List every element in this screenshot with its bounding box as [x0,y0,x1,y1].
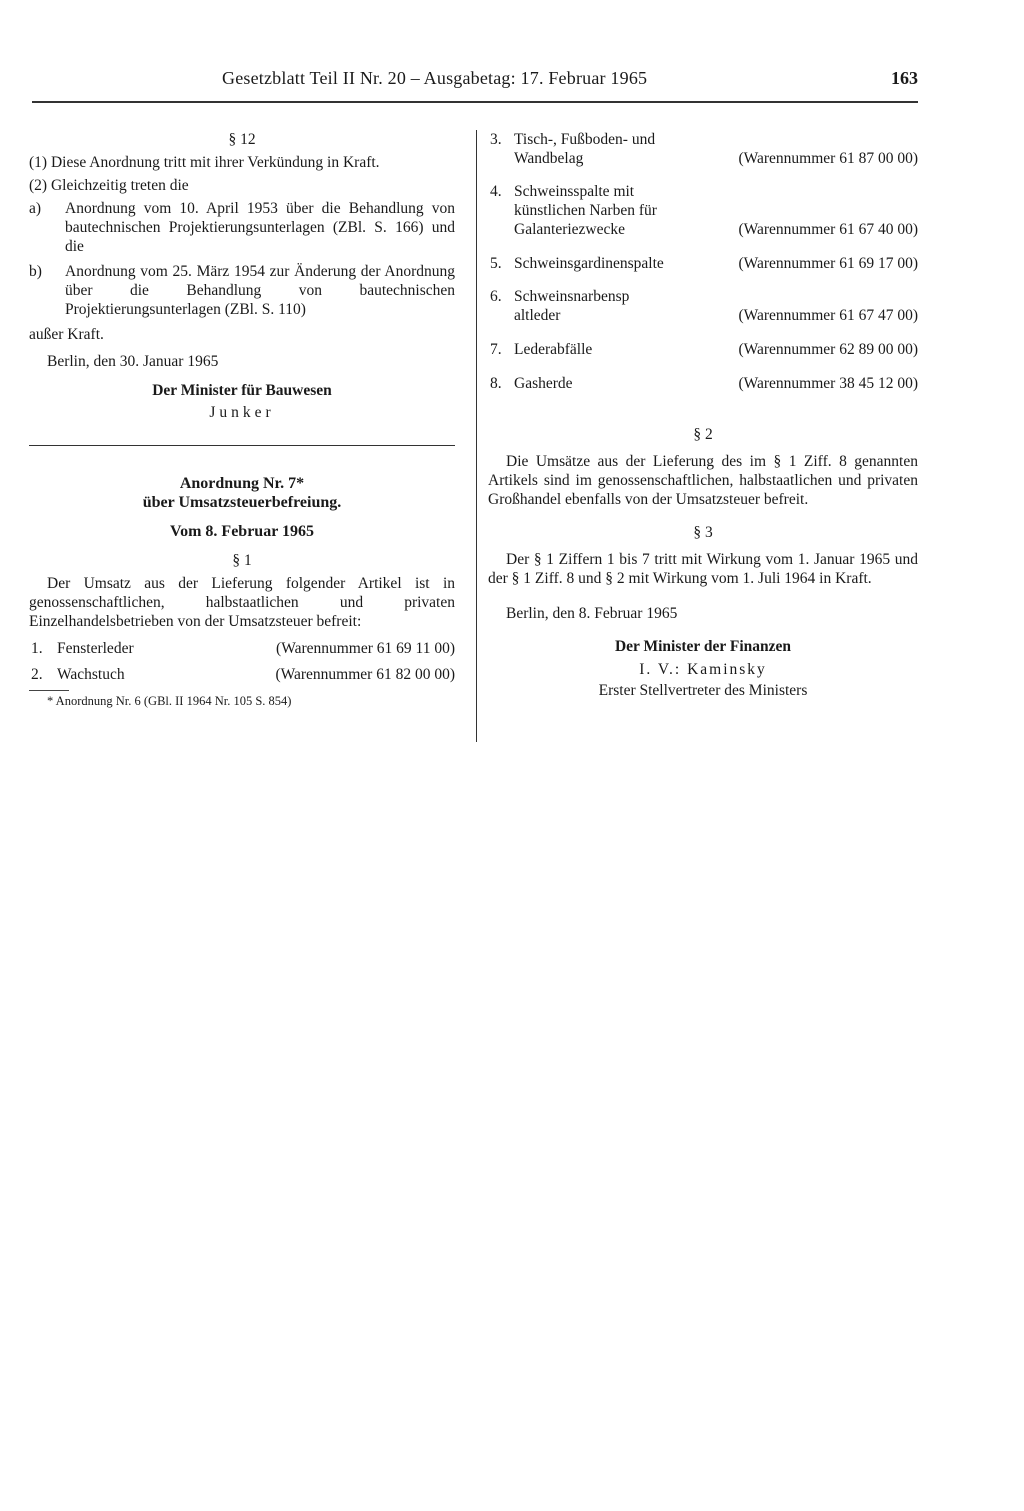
section-3-heading: § 3 [693,524,713,541]
section-separator [29,445,455,446]
section-12-place-date: Berlin, den 30. Januar 1965 [47,353,219,370]
section-2-text: Die Umsätze aus der Lieferung des im § 1 Ziff. 8 genannten Artikels sind im genossenschaftlichen, halbstaatlichen und privaten Großhandel ebenfalls von der Umsatzsteuer befreit. [488,453,918,508]
signer-name-junker: Junker [209,404,275,421]
ware-item-6-number: 6. [490,288,502,305]
item-b-label: b) [29,263,42,280]
page-header [32,66,918,102]
section-3-place-date: Berlin, den 8. Februar 1965 [506,605,678,622]
section-12-heading: § 12 [228,131,256,148]
footnote: * Anordnung Nr. 6 (GBl. II 1964 Nr. 105 S. 854) [47,694,292,708]
gazette-title: Gesetzblatt Teil II Nr. 20 – Ausgabetag: 17. Februar 1965 [222,68,648,88]
section-2-heading: § 2 [693,426,713,443]
ware-item-8 [488,374,918,393]
right-column [488,130,918,700]
ware-item-5 [488,254,918,273]
anordnung-date: Vom 8. Februar 1965 [170,523,314,540]
ware-item-6-code: (Warennummer 61 67 47 00) [738,307,918,324]
ware-item-7-code: (Warennummer 62 89 00 00) [738,341,918,358]
ware-item-3 [488,130,918,168]
ware-item-4-code: (Warennummer 61 67 40 00) [738,221,918,238]
ware-item-3-name: Tisch-, Fußboden- und Wandbelag [514,131,656,167]
ware-item-1-name: Fensterleder [57,640,134,657]
section-3-text: Der § 1 Ziffern 1 bis 7 tritt mit Wirkung vom 1. Januar 1965 und der § 1 Ziff. 8 und § 2 mit Wirkung vom 1. Juli 1964 in Kraft. [488,551,918,587]
anordnung-title-line-1: Anordnung Nr. 7* [179,475,305,492]
section-12-paragraph-1: (1) Diese Anordnung tritt mit ihrer Verkündung in Kraft. [29,154,380,171]
ware-item-3-code: (Warennummer 61 87 00 00) [738,150,918,167]
left-column [29,130,455,709]
ware-item-2-number: 2. [31,666,43,683]
signer-role: Erster Stellvertreter des Ministers [598,682,808,699]
ware-item-1-number: 1. [31,640,43,657]
ware-item-7-number: 7. [490,341,502,358]
section-12-item-b [29,262,455,319]
signer-title-bauwesen: Der Minister für Bauwesen [152,382,332,399]
ware-item-1-code: (Warennummer 61 69 11 00) [276,640,455,657]
section-12-paragraph-2: (2) Gleichzeitig treten die [29,177,189,194]
anordnung-title-line-2: über Umsatzsteuerbefreiung. [142,494,342,511]
ware-item-5-code: (Warennummer 61 69 17 00) [738,255,918,272]
page-number: 163 [891,68,918,88]
item-b-text: Anordnung vom 25. März 1954 zur Änderung der Anordnung über die Behandlung von bautechnischen Projektierungsunterlagen (ZBl. S. 110) [65,263,455,318]
section-12-closing: außer Kraft. [29,326,104,343]
ware-item-2-code: (Warennummer 61 82 00 00) [275,666,455,683]
ware-item-2-name: Wachstuch [57,666,125,683]
ware-item-4-number: 4. [490,183,502,200]
ware-item-7 [488,340,918,359]
item-a-label: a) [29,200,42,217]
signer-title-finanzen: Der Minister der Finanzen [614,638,792,655]
column-divider [476,130,477,742]
ware-item-2 [29,665,455,684]
item-a-text: Anordnung vom 10. April 1953 über die Behandlung von bautechnischen Projektierungsunterlagen (ZBl. S. 166) und die [65,200,455,255]
ware-item-5-number: 5. [490,255,502,272]
ware-item-8-number: 8. [490,375,502,392]
ware-item-7-name: Lederabfälle [514,341,593,358]
ware-item-4 [488,182,918,239]
ware-item-5-name: Schweinsgardinenspalte [514,255,664,272]
section-1-text: Der Umsatz aus der Lieferung folgender Artikel ist in genossenschaftlichen, halbstaatlichen und privaten Einzelhandelsbetrieben von der Umsatzsteuer befreit: [29,575,455,630]
ware-item-8-name: Gasherde [514,375,573,392]
ware-item-4-name: Schweinsspalte mit künstlichen Narben für Galanteriezwecke [514,183,657,238]
header-rule [32,101,918,103]
ware-item-8-code: (Warennummer 38 45 12 00) [738,375,918,392]
ware-item-3-number: 3. [490,131,502,148]
ware-item-1 [29,639,455,658]
signer-name-kaminsky: I. V.: Kaminsky [639,661,767,678]
section-1-heading: § 1 [232,552,252,569]
ware-item-6-name: Schweinsnarbenspaltleder [514,288,630,324]
footnote-rule [29,690,69,691]
ware-item-6 [488,287,918,325]
section-12-item-a [29,199,455,256]
